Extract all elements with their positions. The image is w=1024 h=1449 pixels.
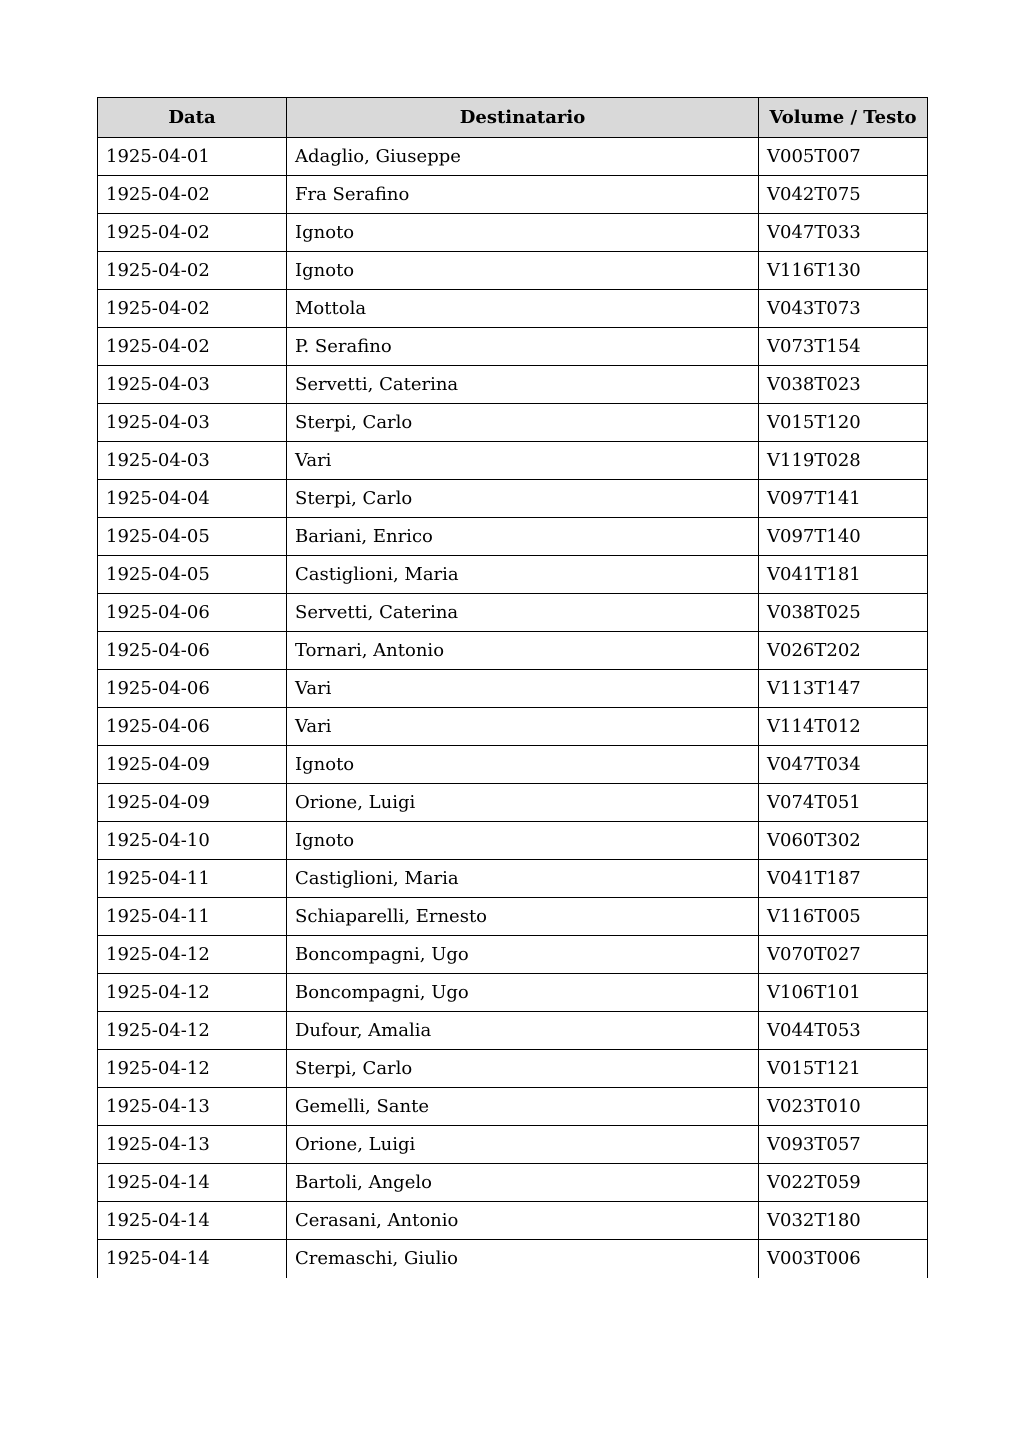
cell-recipient: Sterpi, Carlo — [287, 480, 759, 518]
cell-date: 1925-04-05 — [98, 518, 287, 556]
cell-recipient: Ignoto — [287, 822, 759, 860]
table-row — [98, 860, 928, 898]
cell-recipient: Servetti, Caterina — [287, 366, 759, 404]
header-volume-testo: Volume / Testo — [759, 98, 928, 138]
cell-volume-text: V005T007 — [759, 138, 928, 176]
cell-recipient: Vari — [287, 708, 759, 746]
table-row — [98, 1202, 928, 1240]
cell-volume-text: V097T140 — [759, 518, 928, 556]
cell-volume-text: V044T053 — [759, 1012, 928, 1050]
cell-date: 1925-04-11 — [98, 860, 287, 898]
table-row — [98, 1088, 928, 1126]
cell-date: 1925-04-05 — [98, 556, 287, 594]
cell-recipient: Orione, Luigi — [287, 1126, 759, 1164]
cell-recipient: Castiglioni, Maria — [287, 556, 759, 594]
cell-recipient: Ignoto — [287, 746, 759, 784]
table-header-row — [98, 98, 928, 138]
cell-volume-text: V022T059 — [759, 1164, 928, 1202]
cell-date: 1925-04-14 — [98, 1164, 287, 1202]
cell-recipient: Ignoto — [287, 252, 759, 290]
cell-volume-text: V074T051 — [759, 784, 928, 822]
table-row — [98, 822, 928, 860]
cell-date: 1925-04-12 — [98, 974, 287, 1012]
table-row — [98, 1164, 928, 1202]
cell-volume-text: V106T101 — [759, 974, 928, 1012]
cell-date: 1925-04-04 — [98, 480, 287, 518]
cell-recipient: Cremaschi, Giulio — [287, 1240, 759, 1278]
cell-volume-text: V070T027 — [759, 936, 928, 974]
cell-date: 1925-04-13 — [98, 1088, 287, 1126]
cell-date: 1925-04-06 — [98, 632, 287, 670]
cell-volume-text: V097T141 — [759, 480, 928, 518]
cell-recipient: Orione, Luigi — [287, 784, 759, 822]
cell-date: 1925-04-02 — [98, 252, 287, 290]
cell-date: 1925-04-14 — [98, 1240, 287, 1278]
cell-volume-text: V114T012 — [759, 708, 928, 746]
table-row — [98, 1126, 928, 1164]
cell-date: 1925-04-12 — [98, 1012, 287, 1050]
cell-recipient: Ignoto — [287, 214, 759, 252]
table-row — [98, 366, 928, 404]
cell-recipient: Adaglio, Giuseppe — [287, 138, 759, 176]
cell-date: 1925-04-02 — [98, 328, 287, 366]
cell-recipient: Fra Serafino — [287, 176, 759, 214]
cell-date: 1925-04-13 — [98, 1126, 287, 1164]
letters-table — [97, 97, 928, 1278]
table-row — [98, 252, 928, 290]
table-row — [98, 214, 928, 252]
cell-volume-text: V060T302 — [759, 822, 928, 860]
table-body — [98, 138, 928, 1278]
cell-volume-text: V093T057 — [759, 1126, 928, 1164]
table-row — [98, 176, 928, 214]
cell-volume-text: V116T005 — [759, 898, 928, 936]
cell-date: 1925-04-09 — [98, 746, 287, 784]
cell-volume-text: V119T028 — [759, 442, 928, 480]
header-data: Data — [98, 98, 287, 138]
cell-recipient: Schiaparelli, Ernesto — [287, 898, 759, 936]
table-row — [98, 1050, 928, 1088]
cell-date: 1925-04-02 — [98, 176, 287, 214]
cell-date: 1925-04-03 — [98, 366, 287, 404]
cell-recipient: Vari — [287, 670, 759, 708]
cell-recipient: Tornari, Antonio — [287, 632, 759, 670]
table-row — [98, 1240, 928, 1278]
cell-recipient: Vari — [287, 442, 759, 480]
cell-volume-text: V073T154 — [759, 328, 928, 366]
table-row — [98, 138, 928, 176]
table-row — [98, 328, 928, 366]
cell-volume-text: V026T202 — [759, 632, 928, 670]
table-row — [98, 746, 928, 784]
cell-date: 1925-04-09 — [98, 784, 287, 822]
table-row — [98, 936, 928, 974]
cell-date: 1925-04-02 — [98, 214, 287, 252]
cell-recipient: Bartoli, Angelo — [287, 1164, 759, 1202]
cell-date: 1925-04-01 — [98, 138, 287, 176]
cell-date: 1925-04-12 — [98, 936, 287, 974]
cell-date: 1925-04-06 — [98, 670, 287, 708]
cell-volume-text: V032T180 — [759, 1202, 928, 1240]
cell-date: 1925-04-03 — [98, 404, 287, 442]
cell-date: 1925-04-03 — [98, 442, 287, 480]
table-row — [98, 442, 928, 480]
table-row — [98, 898, 928, 936]
cell-volume-text: V038T023 — [759, 366, 928, 404]
table-row — [98, 670, 928, 708]
cell-volume-text: V116T130 — [759, 252, 928, 290]
cell-recipient: P. Serafino — [287, 328, 759, 366]
cell-volume-text: V043T073 — [759, 290, 928, 328]
table-row — [98, 708, 928, 746]
cell-volume-text: V041T181 — [759, 556, 928, 594]
table-row — [98, 632, 928, 670]
table-row — [98, 518, 928, 556]
cell-recipient: Gemelli, Sante — [287, 1088, 759, 1126]
cell-volume-text: V041T187 — [759, 860, 928, 898]
cell-date: 1925-04-12 — [98, 1050, 287, 1088]
cell-recipient: Boncompagni, Ugo — [287, 974, 759, 1012]
cell-volume-text: V015T121 — [759, 1050, 928, 1088]
table-row — [98, 784, 928, 822]
cell-date: 1925-04-14 — [98, 1202, 287, 1240]
cell-recipient: Boncompagni, Ugo — [287, 936, 759, 974]
cell-recipient: Mottola — [287, 290, 759, 328]
cell-date: 1925-04-06 — [98, 708, 287, 746]
cell-volume-text: V113T147 — [759, 670, 928, 708]
table-row — [98, 480, 928, 518]
cell-recipient: Castiglioni, Maria — [287, 860, 759, 898]
cell-volume-text: V023T010 — [759, 1088, 928, 1126]
cell-recipient: Bariani, Enrico — [287, 518, 759, 556]
cell-volume-text: V047T034 — [759, 746, 928, 784]
table-row — [98, 404, 928, 442]
cell-volume-text: V042T075 — [759, 176, 928, 214]
table-row — [98, 974, 928, 1012]
table-row — [98, 556, 928, 594]
table-row — [98, 290, 928, 328]
table-row — [98, 1012, 928, 1050]
cell-volume-text: V015T120 — [759, 404, 928, 442]
cell-recipient: Sterpi, Carlo — [287, 404, 759, 442]
cell-volume-text: V038T025 — [759, 594, 928, 632]
cell-volume-text: V047T033 — [759, 214, 928, 252]
header-destinatario: Destinatario — [287, 98, 759, 138]
cell-recipient: Dufour, Amalia — [287, 1012, 759, 1050]
cell-date: 1925-04-06 — [98, 594, 287, 632]
cell-recipient: Servetti, Caterina — [287, 594, 759, 632]
cell-recipient: Sterpi, Carlo — [287, 1050, 759, 1088]
table-row — [98, 594, 928, 632]
cell-volume-text: V003T006 — [759, 1240, 928, 1278]
cell-date: 1925-04-10 — [98, 822, 287, 860]
cell-recipient: Cerasani, Antonio — [287, 1202, 759, 1240]
cell-date: 1925-04-11 — [98, 898, 287, 936]
cell-date: 1925-04-02 — [98, 290, 287, 328]
